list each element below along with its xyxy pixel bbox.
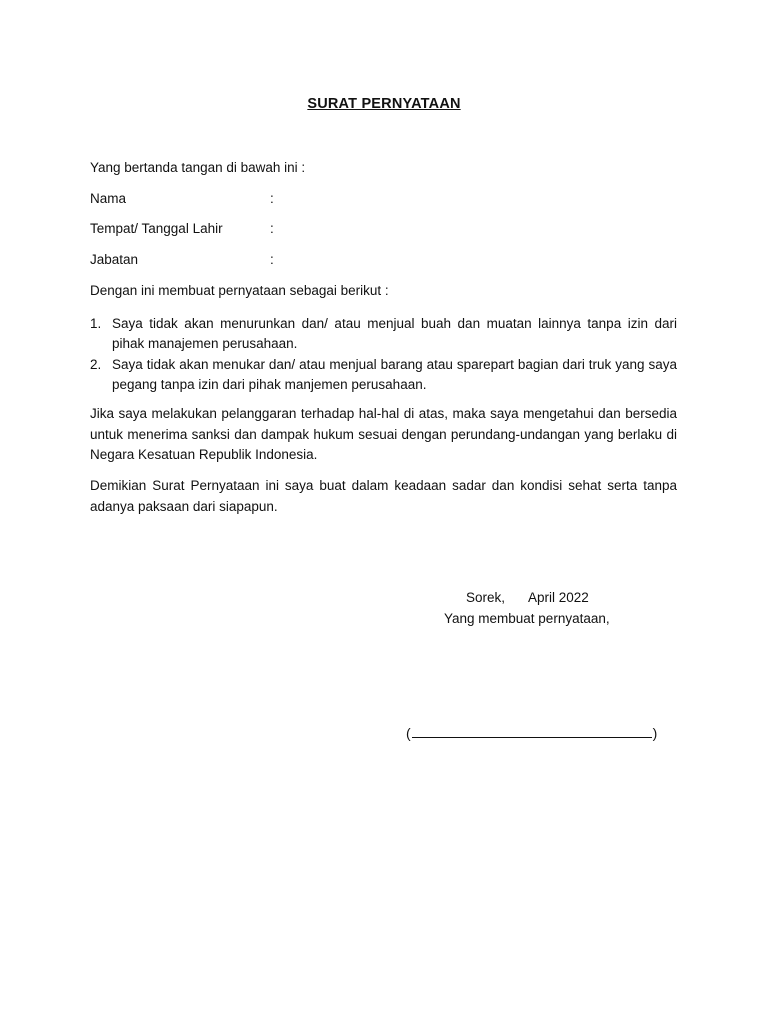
intro-text: Yang bertanda tangan di bawah ini : xyxy=(90,160,306,175)
signature-city: Sorek, xyxy=(466,590,506,605)
signature-role: Yang membuat pernyataan, xyxy=(444,611,610,626)
list-item xyxy=(90,355,677,395)
field-colon: : xyxy=(270,191,274,206)
field-jabatan xyxy=(90,252,390,270)
field-tempat-tanggal-lahir xyxy=(90,221,390,239)
list-item-number: 1. xyxy=(90,316,102,331)
document-title: SURAT PERNYATAAN xyxy=(307,96,461,112)
field-colon: : xyxy=(270,252,274,267)
list-item-text: Saya tidak akan menurunkan dan/ atau menjual buah dan muatan lainnya tanpa izin dari pihak manajemen perusahaan. xyxy=(112,316,677,351)
signature-place-date xyxy=(466,590,589,605)
field-colon: : xyxy=(270,221,274,236)
signature-date: April 2022 xyxy=(528,590,589,605)
paragraph-sanction: Jika saya melakukan pelanggaran terhadap hal-hal di atas, maka saya mengetahui dan bersedia untuk menerima sanksi dan dampak hukum sesuai dengan perundang-undangan yang berlaku di Negara Kesatuan Republik Indonesia. xyxy=(90,406,677,462)
statement-list xyxy=(90,314,677,396)
field-nama xyxy=(90,191,390,209)
statement-lead: Dengan ini membuat pernyataan sebagai berikut : xyxy=(90,283,389,298)
field-label: Jabatan xyxy=(90,252,139,267)
signature-blank xyxy=(412,723,652,738)
list-item-number: 2. xyxy=(90,357,102,372)
list-item xyxy=(90,314,677,354)
signature-open-paren: ( xyxy=(406,725,411,741)
signature-line xyxy=(406,723,657,741)
field-label: Nama xyxy=(90,191,127,206)
list-item-text: Saya tidak akan menukar dan/ atau menjual barang atau sparepart bagian dari truk yang saya pegang tanpa izin dari pihak manjemen perusahaan. xyxy=(112,357,677,392)
paragraph-closing: Demikian Surat Pernyataan ini saya buat dalam keadaan sadar dan kondisi sehat serta tanpa adanya paksaan dari siapapun. xyxy=(90,478,677,514)
signature-close-paren: ) xyxy=(652,725,658,741)
field-label: Tempat/ Tanggal Lahir xyxy=(90,221,223,236)
